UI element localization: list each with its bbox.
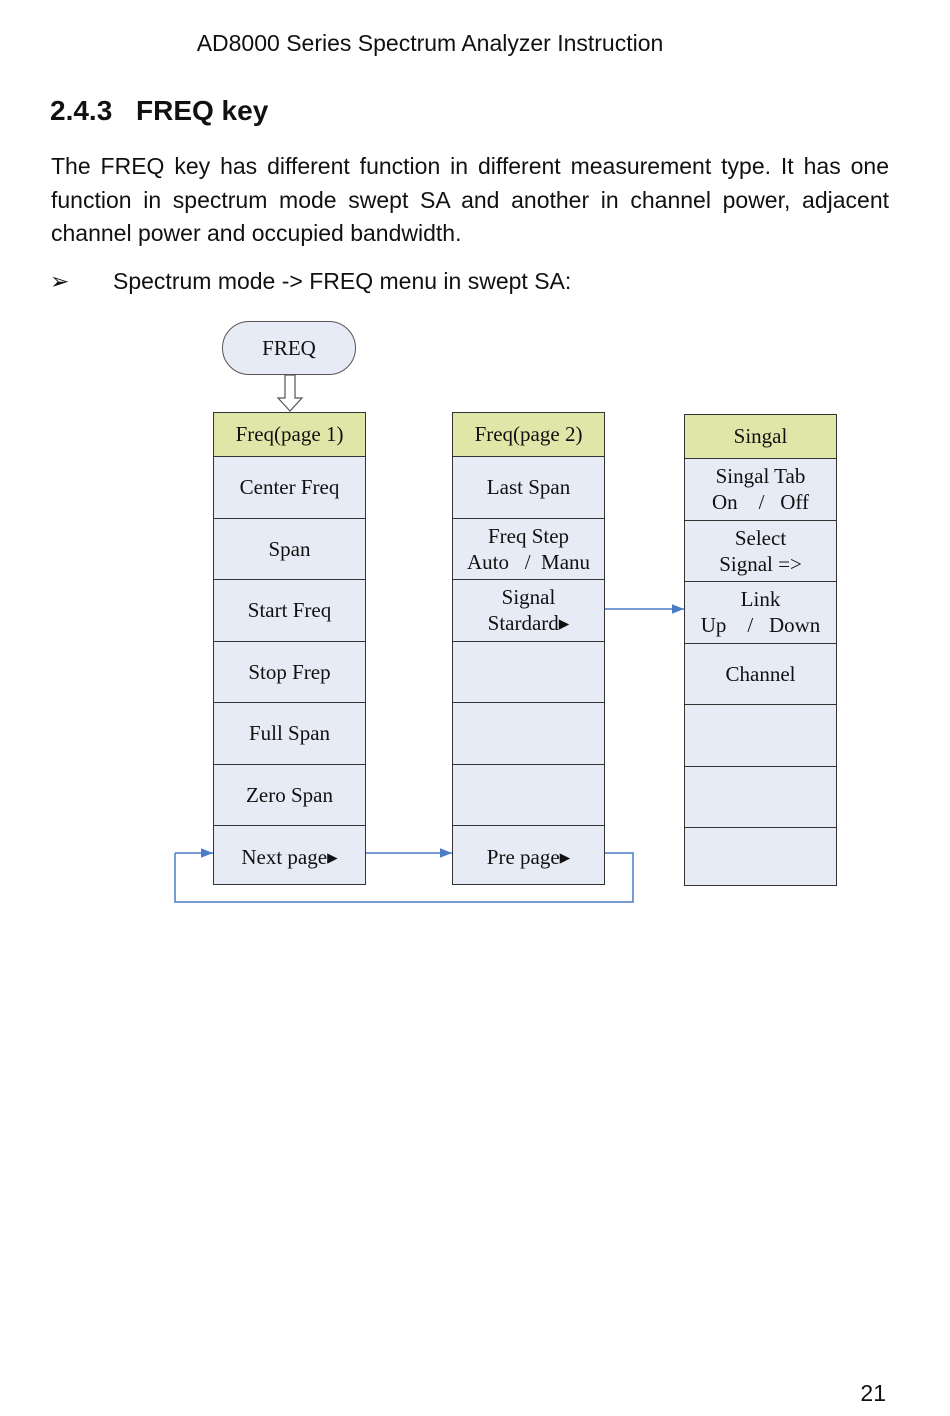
softkey-empty [685,828,836,890]
freq-page2-menu [452,412,605,885]
menu-title: Freq(page 1) [214,413,365,457]
softkey-label: Link [740,587,781,612]
softkey-option: Auto / Manu [466,549,591,574]
page-number: 21 [860,1380,886,1406]
softkey-center-freq [214,457,365,519]
softkey-label: Last Span [486,475,571,500]
softkey-freq-step [453,519,604,581]
softkey-link [685,582,836,644]
softkey-label: Next page▸ [241,844,338,869]
softkey-zero-span [214,765,365,827]
softkey-label: Signal [501,585,556,610]
softkey-label: Center Freq [239,475,340,500]
softkey-option: Stardard▸ [487,611,570,636]
softkey-empty [453,703,604,765]
softkey-select-signal [685,521,836,583]
down-arrow-icon [278,375,302,411]
freq-page1-menu [213,412,366,885]
running-header: AD8000 Series Spectrum Analyzer Instruction [196,30,664,56]
softkey-option: Up / Down [700,613,821,638]
softkey-signal-standard [453,580,604,642]
signal-menu [684,414,837,886]
section-heading: FREQ key [136,95,269,126]
softkey-signal-tab [685,459,836,521]
softkey-option: On / Off [711,490,810,515]
arrow-bullet-icon: ➢ [50,268,70,294]
body-paragraph: The FREQ key has different function in different measurement type. It has one function in spectrum mode swept SA and another in channel power, adjacent channel power and occupied bandwidth. [51,153,889,246]
freq-key: FREQ [222,321,356,375]
menu-title: Singal [685,415,836,459]
softkey-empty [453,642,604,704]
softkey-option: Signal => [719,551,802,576]
softkey-empty [685,767,836,829]
softkey-label: Select [734,525,787,550]
softkey-label: Freq Step [487,523,570,548]
softkey-stop-freq [214,642,365,704]
softkey-label: Pre page▸ [486,844,571,869]
softkey-channel [685,644,836,706]
softkey-prev-page [453,826,604,888]
softkey-empty [685,705,836,767]
softkey-next-page [214,826,365,888]
softkey-span [214,519,365,581]
softkey-label: Singal Tab [715,464,806,489]
softkey-label: Zero Span [246,782,333,807]
softkey-start-freq [214,580,365,642]
softkey-label: Span [268,536,311,561]
softkey-last-span [453,457,604,519]
softkey-label: Channel [725,661,796,686]
softkey-empty [453,765,604,827]
menu-title: Freq(page 2) [453,413,604,457]
bullet-text: Spectrum mode -> FREQ menu in swept SA: [113,268,572,294]
softkey-label: Stop Frep [248,659,331,684]
section-number: 2.4.3 [50,95,113,126]
softkey-full-span [214,703,365,765]
softkey-label: Full Span [248,721,331,746]
softkey-label: Start Freq [247,598,332,623]
